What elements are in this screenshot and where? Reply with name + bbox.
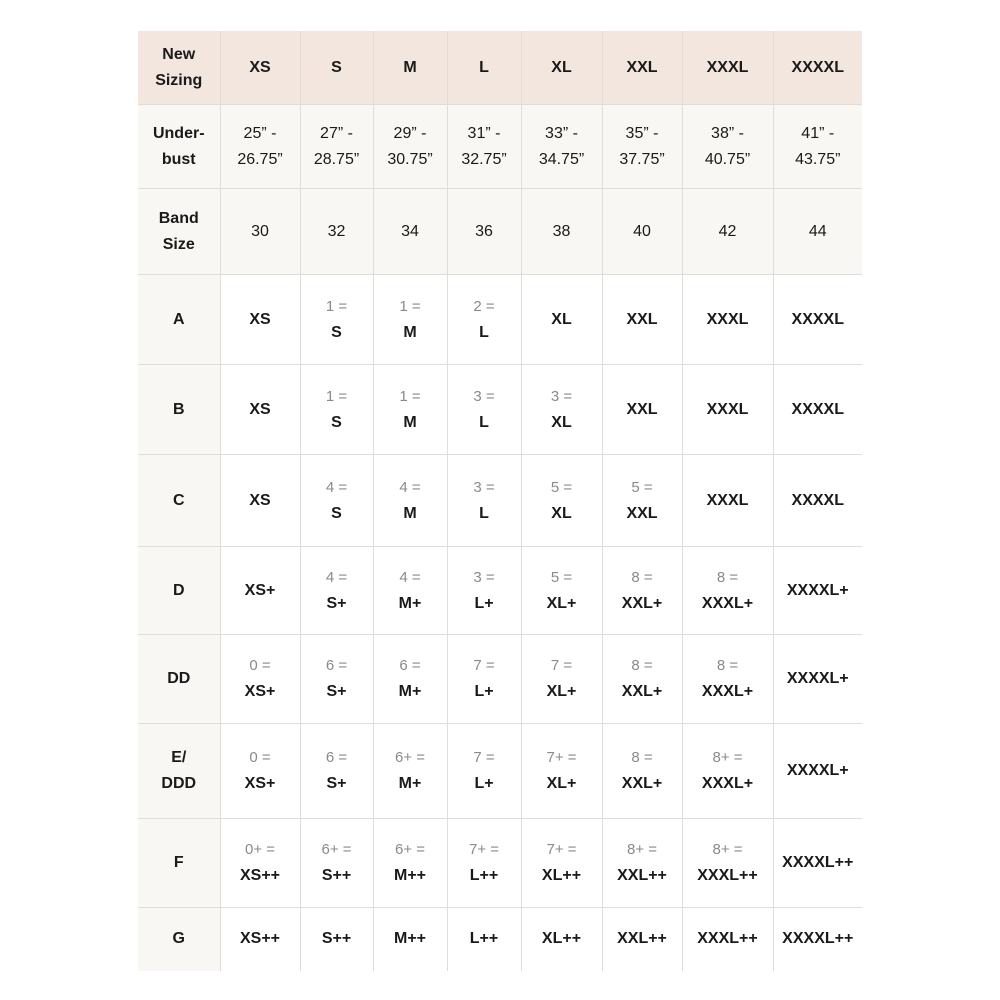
table-cell xyxy=(447,455,521,547)
cell-text: XXXXL+ xyxy=(786,670,849,687)
cell-text: XXXL xyxy=(706,310,749,328)
table-cell xyxy=(602,275,682,365)
cell-text: 1 = xyxy=(399,297,421,315)
table-row xyxy=(138,365,862,455)
cell-text: L++ xyxy=(469,930,499,948)
cell-text: 38” - xyxy=(711,124,744,142)
cell-text: 4 = xyxy=(325,568,348,586)
table-cell xyxy=(682,908,773,971)
cell-text: 8 = xyxy=(716,568,739,586)
table-cell xyxy=(447,105,521,189)
table-cell xyxy=(773,275,862,365)
cell-text: XXL+ xyxy=(621,683,663,700)
cell-text: 8 = xyxy=(716,657,739,674)
table-cell xyxy=(373,275,447,365)
cell-text: L xyxy=(479,504,489,522)
band-size-row xyxy=(138,189,862,275)
cell-text: XS+ xyxy=(244,775,276,792)
table-cell xyxy=(373,724,447,819)
cell-text: XXXL xyxy=(706,400,749,418)
table-cell xyxy=(300,105,373,189)
cell-text: 8 = xyxy=(631,657,653,674)
table-cell xyxy=(773,547,862,635)
header-label-cell xyxy=(138,31,220,105)
cell-text: 1 = xyxy=(325,387,348,405)
cell-text: 4 = xyxy=(399,568,421,586)
cell-text: 8+ = xyxy=(626,841,658,858)
cell-text: 0 = xyxy=(249,657,271,674)
table-cell xyxy=(300,455,373,547)
cell-text: 34.75” xyxy=(538,150,585,168)
cell-text: XXL xyxy=(626,310,658,328)
header-size-cell xyxy=(220,31,300,105)
cell-text: 6+ = xyxy=(321,841,352,858)
table-row xyxy=(138,908,862,971)
table-cell xyxy=(682,105,773,189)
cell-text: XXXXL xyxy=(791,400,844,418)
cell-text: 41” - xyxy=(801,124,835,142)
cell-text: XXXXL++ xyxy=(782,930,854,948)
cell-text: XL+ xyxy=(546,683,577,700)
table-row xyxy=(138,724,862,819)
table-cell xyxy=(447,724,521,819)
cell-text: M++ xyxy=(393,867,426,884)
cell-text: L xyxy=(479,323,489,341)
cell-text: XL++ xyxy=(541,930,582,948)
cell-text: 37.75” xyxy=(619,150,665,168)
cell-text: Size xyxy=(162,235,195,253)
cell-text: XXXL xyxy=(706,58,749,76)
table-cell xyxy=(220,365,300,455)
cell-text: 1 = xyxy=(399,387,421,405)
cell-text: 8+ = xyxy=(712,749,743,766)
cell-text: L++ xyxy=(469,867,499,884)
table-cell xyxy=(220,547,300,635)
cup-label xyxy=(138,275,220,365)
cell-text: XXXL+ xyxy=(701,683,754,700)
table-cell xyxy=(220,455,300,547)
cell-text: F xyxy=(173,854,184,871)
table-cell xyxy=(773,819,862,908)
table-cell xyxy=(220,819,300,908)
cell-text: 8 = xyxy=(631,568,653,586)
cell-text: 5 = xyxy=(631,478,653,496)
cell-text: 6+ = xyxy=(394,841,426,858)
cell-text: XL xyxy=(551,413,572,431)
cell-text: XXL xyxy=(626,400,658,418)
cell-text: 6+ = xyxy=(394,749,426,766)
cell-text: XXL+ xyxy=(621,594,663,612)
size-chart-table xyxy=(138,31,862,971)
cell-text: M xyxy=(403,504,417,522)
header-size-cell xyxy=(602,31,682,105)
cup-label xyxy=(138,908,220,971)
cell-text: XL xyxy=(551,310,572,328)
table-cell xyxy=(521,635,602,724)
table-cell xyxy=(682,724,773,819)
table-cell xyxy=(373,908,447,971)
cell-text: 7 = xyxy=(473,657,495,674)
header-size-cell xyxy=(521,31,602,105)
cup-label xyxy=(138,365,220,455)
table-cell xyxy=(773,365,862,455)
cell-text: 31” - xyxy=(467,124,501,142)
table-cell xyxy=(602,365,682,455)
table-row xyxy=(138,547,862,635)
cell-text: L xyxy=(479,58,489,76)
cell-text: XXL+ xyxy=(621,775,663,792)
table-cell xyxy=(220,189,300,275)
table-cell xyxy=(602,635,682,724)
cup-label xyxy=(138,635,220,724)
cell-text: 4 = xyxy=(325,478,348,496)
row-label xyxy=(138,189,220,275)
cell-text: XL+ xyxy=(546,594,577,612)
cell-text: 6 = xyxy=(399,657,421,674)
cell-text: XS xyxy=(249,491,271,509)
table-cell xyxy=(300,547,373,635)
cell-text: 34 xyxy=(401,222,419,240)
table-cell xyxy=(521,365,602,455)
header-size-cell xyxy=(682,31,773,105)
cell-text: XXL++ xyxy=(617,930,667,948)
table-cell xyxy=(682,365,773,455)
cell-text: 30.75” xyxy=(387,150,433,168)
table-cell xyxy=(773,189,862,275)
table-cell xyxy=(300,724,373,819)
cell-text: Sizing xyxy=(155,71,203,89)
table-cell xyxy=(521,819,602,908)
cell-text: 28.75” xyxy=(313,150,360,168)
cell-text: XXL++ xyxy=(617,867,667,884)
cell-text: D xyxy=(172,581,185,599)
cell-text: 7 = xyxy=(550,657,573,674)
table-cell xyxy=(602,547,682,635)
cell-text: 40.75” xyxy=(704,150,751,168)
table-cell xyxy=(682,547,773,635)
table-cell xyxy=(682,189,773,275)
table-cell xyxy=(521,908,602,971)
cell-text: XXXL++ xyxy=(697,867,758,884)
table-cell xyxy=(447,189,521,275)
table-cell xyxy=(300,189,373,275)
cell-text: 7+ = xyxy=(468,841,500,858)
cell-text: 7+ = xyxy=(546,841,577,858)
cell-text: 7 = xyxy=(473,749,495,766)
cell-text: DDD xyxy=(161,775,197,792)
cup-label xyxy=(138,547,220,635)
cell-text: XXXL+ xyxy=(701,775,754,792)
table-row xyxy=(138,455,862,547)
table-cell xyxy=(220,724,300,819)
table-cell xyxy=(682,275,773,365)
cell-text: 3 = xyxy=(473,478,495,496)
cell-text: Under- xyxy=(152,124,205,142)
table-cell xyxy=(373,819,447,908)
cell-text: 6 = xyxy=(325,749,348,766)
cell-text: 4 = xyxy=(399,478,421,496)
cell-text: 32.75” xyxy=(461,150,507,168)
cell-text: 2 = xyxy=(473,297,495,315)
cell-text: S xyxy=(331,504,342,522)
cell-text: XL+ xyxy=(546,775,577,792)
cell-text: 3 = xyxy=(473,568,495,586)
table-cell xyxy=(373,547,447,635)
cell-text: XXXXL++ xyxy=(782,854,854,871)
cell-text: XXXXL+ xyxy=(786,581,849,599)
cup-label xyxy=(138,819,220,908)
cell-text: S+ xyxy=(326,683,347,700)
cell-text: S xyxy=(331,413,342,431)
table-cell xyxy=(773,105,862,189)
cell-text: New xyxy=(162,45,196,63)
cup-label xyxy=(138,724,220,819)
cell-text: XS xyxy=(249,310,271,328)
table-cell xyxy=(300,275,373,365)
cell-text: S+ xyxy=(326,775,347,792)
table-row xyxy=(138,635,862,724)
cell-text: M xyxy=(403,58,417,76)
cell-text: M xyxy=(403,413,417,431)
table-cell xyxy=(373,365,447,455)
header-row xyxy=(138,31,862,105)
table-cell xyxy=(602,105,682,189)
table-cell xyxy=(521,105,602,189)
cell-text: L+ xyxy=(474,775,494,792)
cell-text: 7+ = xyxy=(546,749,577,766)
cell-text: XXL xyxy=(626,504,658,522)
table-cell xyxy=(773,724,862,819)
cell-text: S xyxy=(331,323,342,341)
table-row xyxy=(138,275,862,365)
cell-text: XXXL+ xyxy=(701,594,754,612)
table-cell xyxy=(447,365,521,455)
table-cell xyxy=(447,275,521,365)
table-cell xyxy=(521,547,602,635)
cell-text: XS xyxy=(249,58,271,76)
table-cell xyxy=(682,635,773,724)
cell-text: XXXXL xyxy=(791,310,844,328)
table-cell xyxy=(373,635,447,724)
cell-text: G xyxy=(172,930,185,948)
cell-text: XL xyxy=(551,504,572,522)
cell-text: XXXXL+ xyxy=(786,762,849,779)
cell-text: S++ xyxy=(321,930,352,948)
table-cell xyxy=(300,908,373,971)
cell-text: 0+ = xyxy=(244,841,276,858)
cell-text: 6 = xyxy=(325,657,348,674)
table-cell xyxy=(300,635,373,724)
cell-text: B xyxy=(172,400,185,418)
header-size-cell xyxy=(300,31,373,105)
table-cell xyxy=(602,724,682,819)
table-cell xyxy=(220,908,300,971)
underbust-row xyxy=(138,105,862,189)
table-cell xyxy=(602,908,682,971)
table-cell xyxy=(220,275,300,365)
cell-text: 5 = xyxy=(550,478,573,496)
cell-text: 26.75” xyxy=(237,150,283,168)
cell-text: 43.75” xyxy=(795,150,841,168)
cell-text: 35” - xyxy=(625,124,659,142)
cell-text: 25” - xyxy=(243,124,277,142)
table-cell xyxy=(521,455,602,547)
cell-text: XXXXL xyxy=(791,491,844,509)
cell-text: A xyxy=(172,310,185,328)
cell-text: 1 = xyxy=(325,297,348,315)
cell-text: S++ xyxy=(321,867,352,884)
header-size-cell xyxy=(773,31,862,105)
cell-text: M+ xyxy=(398,775,422,792)
cell-text: 8 = xyxy=(631,749,653,766)
cell-text: S+ xyxy=(326,594,347,612)
table-cell xyxy=(521,189,602,275)
cell-text: bust xyxy=(161,150,196,168)
cell-text: E/ xyxy=(171,749,187,766)
cell-text: XXXL xyxy=(706,491,749,509)
cell-text: L+ xyxy=(474,683,494,700)
table-cell xyxy=(447,819,521,908)
cell-text: 42 xyxy=(718,222,737,240)
cell-text: XS+ xyxy=(244,581,276,599)
table-cell xyxy=(373,105,447,189)
table-cell xyxy=(602,455,682,547)
table-cell xyxy=(300,365,373,455)
cell-text: 27” - xyxy=(320,124,353,142)
table-row xyxy=(138,819,862,908)
cell-text: XL++ xyxy=(541,867,582,884)
cell-text: 29” - xyxy=(393,124,427,142)
table-cell xyxy=(682,455,773,547)
cup-label xyxy=(138,455,220,547)
cell-text: 30 xyxy=(251,222,269,240)
cell-text: XXXL++ xyxy=(697,930,758,948)
table-cell xyxy=(773,455,862,547)
cell-text: 44 xyxy=(808,222,827,240)
cell-text: M+ xyxy=(398,683,422,700)
cell-text: XS xyxy=(249,400,271,418)
table-cell xyxy=(602,189,682,275)
cell-text: M+ xyxy=(398,594,422,612)
table-cell xyxy=(773,908,862,971)
cell-text: 40 xyxy=(633,222,651,240)
cell-text: XL xyxy=(551,58,572,76)
cell-text: XXXXL xyxy=(791,58,844,76)
cell-text: Band xyxy=(158,209,199,227)
table-cell xyxy=(373,189,447,275)
cell-text: DD xyxy=(167,670,191,687)
cell-text: 3 = xyxy=(550,387,573,405)
cell-text: M xyxy=(403,323,417,341)
cell-text: 33” - xyxy=(545,124,578,142)
cell-text: 5 = xyxy=(550,568,573,586)
cell-text: 36 xyxy=(475,222,493,240)
header-size-cell xyxy=(373,31,447,105)
table-cell xyxy=(220,635,300,724)
cell-text: S xyxy=(331,58,342,76)
cell-text: C xyxy=(172,491,185,509)
cell-text: L xyxy=(479,413,489,431)
cell-text: 3 = xyxy=(473,387,495,405)
cell-text: 32 xyxy=(327,222,346,240)
row-label xyxy=(138,105,220,189)
table-cell xyxy=(220,105,300,189)
header-size-cell xyxy=(447,31,521,105)
cell-text: XS++ xyxy=(239,930,281,948)
table-cell xyxy=(602,819,682,908)
cell-text: 38 xyxy=(552,222,571,240)
cell-text: 0 = xyxy=(249,749,271,766)
table-cell xyxy=(373,455,447,547)
cell-text: M++ xyxy=(393,930,426,948)
cell-text: L+ xyxy=(474,594,494,612)
cell-text: 8+ = xyxy=(712,841,743,858)
table-cell xyxy=(300,819,373,908)
table-cell xyxy=(447,908,521,971)
table-cell xyxy=(682,819,773,908)
cell-text: XS+ xyxy=(244,683,276,700)
table-cell xyxy=(447,635,521,724)
table-cell xyxy=(773,635,862,724)
cell-text: XS++ xyxy=(239,867,281,884)
table-cell xyxy=(521,275,602,365)
table-cell xyxy=(447,547,521,635)
table-cell xyxy=(521,724,602,819)
cell-text: XXL xyxy=(626,58,658,76)
